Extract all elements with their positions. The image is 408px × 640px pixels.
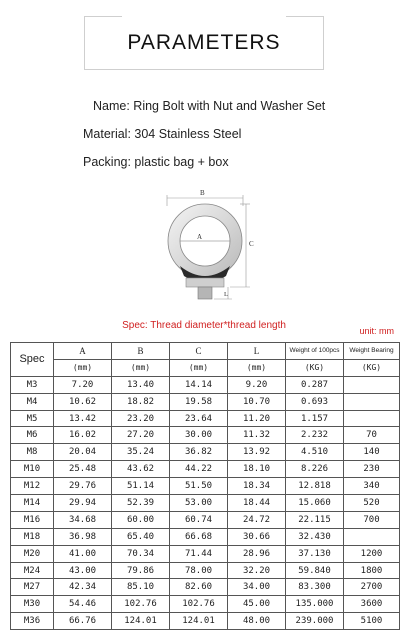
table-row xyxy=(11,427,400,444)
table-row xyxy=(11,393,400,410)
cell-weight: 1.157 xyxy=(286,410,344,427)
cell-b: 27.20 xyxy=(112,427,170,444)
cell-b: 51.14 xyxy=(112,478,170,495)
header-l: L xyxy=(228,343,286,360)
header-bearing: Weight Bearing xyxy=(344,343,400,360)
cell-a: 54.46 xyxy=(54,596,112,613)
threaded-stud xyxy=(198,287,212,299)
cell-spec: M14 xyxy=(11,495,54,512)
cell-l: 34.00 xyxy=(228,579,286,596)
cell-a: 20.04 xyxy=(54,444,112,461)
header-weight100: Weight of 100pcs xyxy=(286,343,344,360)
cell-c: 71.44 xyxy=(170,545,228,562)
product-packing: Packing: plastic bag + box xyxy=(83,155,229,169)
cell-c: 14.14 xyxy=(170,376,228,393)
cell-l: 10.70 xyxy=(228,393,286,410)
cell-b: 23.20 xyxy=(112,410,170,427)
product-name: Name: Ring Bolt with Nut and Washer Set xyxy=(93,99,326,113)
product-material: Material: 304 Stainless Steel xyxy=(83,127,242,141)
cell-spec: M36 xyxy=(11,613,54,630)
base-nut xyxy=(186,278,224,287)
cell-bearing: 520 xyxy=(344,495,400,512)
cell-c: 124.01 xyxy=(170,613,228,630)
cell-b: 60.00 xyxy=(112,511,170,528)
label-b: B xyxy=(200,189,205,197)
cell-a: 29.76 xyxy=(54,478,112,495)
cell-bearing: 70 xyxy=(344,427,400,444)
cell-c: 36.82 xyxy=(170,444,228,461)
cell-c: 51.50 xyxy=(170,478,228,495)
cell-bearing xyxy=(344,376,400,393)
cell-a: 36.98 xyxy=(54,528,112,545)
cell-spec: M27 xyxy=(11,579,54,596)
cell-c: 23.64 xyxy=(170,410,228,427)
cell-c: 82.60 xyxy=(170,579,228,596)
cell-l: 28.96 xyxy=(228,545,286,562)
header-c: C xyxy=(170,343,228,360)
cell-c: 78.00 xyxy=(170,562,228,579)
cell-a: 43.00 xyxy=(54,562,112,579)
cell-spec: M30 xyxy=(11,596,54,613)
cell-c: 66.68 xyxy=(170,528,228,545)
cell-spec: M20 xyxy=(11,545,54,562)
cell-a: 25.48 xyxy=(54,461,112,478)
cell-l: 45.00 xyxy=(228,596,286,613)
unit-weight100: (KG) xyxy=(286,359,344,376)
cell-weight: 32.430 xyxy=(286,528,344,545)
cell-spec: M6 xyxy=(11,427,54,444)
cell-a: 42.34 xyxy=(54,579,112,596)
cell-weight: 37.130 xyxy=(286,545,344,562)
cell-l: 32.20 xyxy=(228,562,286,579)
title-frame xyxy=(84,16,324,70)
cell-b: 35.24 xyxy=(112,444,170,461)
cell-bearing: 230 xyxy=(344,461,400,478)
cell-weight: 22.115 xyxy=(286,511,344,528)
cell-b: 52.39 xyxy=(112,495,170,512)
cell-weight: 0.693 xyxy=(286,393,344,410)
cell-a: 34.68 xyxy=(54,511,112,528)
parameters-table xyxy=(10,342,400,630)
cell-l: 11.32 xyxy=(228,427,286,444)
table-row xyxy=(11,596,400,613)
header-row xyxy=(11,343,400,360)
unit-bearing: (KG) xyxy=(344,359,400,376)
cell-l: 18.44 xyxy=(228,495,286,512)
cell-spec: M5 xyxy=(11,410,54,427)
cell-l: 18.10 xyxy=(228,461,286,478)
cell-b: 70.34 xyxy=(112,545,170,562)
cell-l: 48.00 xyxy=(228,613,286,630)
table-row xyxy=(11,545,400,562)
cell-spec: M16 xyxy=(11,511,54,528)
cell-b: 13.40 xyxy=(112,376,170,393)
header-spec: Spec xyxy=(11,343,54,377)
cell-a: 7.20 xyxy=(54,376,112,393)
cell-spec: M18 xyxy=(11,528,54,545)
cell-weight: 2.232 xyxy=(286,427,344,444)
table-row xyxy=(11,461,400,478)
cell-c: 53.00 xyxy=(170,495,228,512)
cell-l: 11.20 xyxy=(228,410,286,427)
cell-bearing: 5100 xyxy=(344,613,400,630)
unit-b: (mm) xyxy=(112,359,170,376)
table-row xyxy=(11,528,400,545)
cell-l: 18.34 xyxy=(228,478,286,495)
cell-l: 13.92 xyxy=(228,444,286,461)
cell-spec: M3 xyxy=(11,376,54,393)
cell-b: 124.01 xyxy=(112,613,170,630)
unit-label: unit: mm xyxy=(359,326,394,336)
unit-c: (mm) xyxy=(170,359,228,376)
cell-weight: 59.840 xyxy=(286,562,344,579)
cell-c: 44.22 xyxy=(170,461,228,478)
cell-a: 10.62 xyxy=(54,393,112,410)
cell-weight: 239.000 xyxy=(286,613,344,630)
cell-a: 16.02 xyxy=(54,427,112,444)
label-l: L xyxy=(224,291,228,298)
table-row xyxy=(11,613,400,630)
cell-spec: M24 xyxy=(11,562,54,579)
table-row xyxy=(11,562,400,579)
label-a: A xyxy=(197,233,203,241)
cell-a: 66.76 xyxy=(54,613,112,630)
cell-bearing: 1200 xyxy=(344,545,400,562)
cell-c: 30.00 xyxy=(170,427,228,444)
ring-bolt-diagram xyxy=(150,186,260,304)
unit-row xyxy=(11,359,400,376)
cell-b: 18.82 xyxy=(112,393,170,410)
cell-b: 102.76 xyxy=(112,596,170,613)
cell-bearing: 140 xyxy=(344,444,400,461)
cell-weight: 15.060 xyxy=(286,495,344,512)
cell-l: 30.66 xyxy=(228,528,286,545)
cell-b: 79.86 xyxy=(112,562,170,579)
cell-bearing: 3600 xyxy=(344,596,400,613)
cell-spec: M8 xyxy=(11,444,54,461)
header-b: B xyxy=(112,343,170,360)
table-row xyxy=(11,579,400,596)
unit-a: (mm) xyxy=(54,359,112,376)
cell-weight: 12.818 xyxy=(286,478,344,495)
spec-caption: Spec: Thread diameter*thread length xyxy=(122,320,286,331)
page-title: PARAMETERS xyxy=(127,31,281,54)
table-row xyxy=(11,495,400,512)
table-row xyxy=(11,444,400,461)
cell-bearing: 2700 xyxy=(344,579,400,596)
cell-weight: 135.000 xyxy=(286,596,344,613)
cell-b: 85.10 xyxy=(112,579,170,596)
table-row xyxy=(11,376,400,393)
cell-c: 102.76 xyxy=(170,596,228,613)
cell-l: 9.20 xyxy=(228,376,286,393)
cell-a: 13.42 xyxy=(54,410,112,427)
table-row xyxy=(11,511,400,528)
cell-b: 43.62 xyxy=(112,461,170,478)
label-c: C xyxy=(249,240,254,248)
table-row xyxy=(11,410,400,427)
cell-weight: 83.300 xyxy=(286,579,344,596)
cell-bearing: 1800 xyxy=(344,562,400,579)
cell-weight: 8.226 xyxy=(286,461,344,478)
cell-a: 41.00 xyxy=(54,545,112,562)
unit-l: (mm) xyxy=(228,359,286,376)
cell-b: 65.40 xyxy=(112,528,170,545)
cell-spec: M12 xyxy=(11,478,54,495)
cell-c: 60.74 xyxy=(170,511,228,528)
cell-bearing xyxy=(344,393,400,410)
cell-weight: 4.510 xyxy=(286,444,344,461)
cell-a: 29.94 xyxy=(54,495,112,512)
cell-c: 19.58 xyxy=(170,393,228,410)
cell-weight: 0.287 xyxy=(286,376,344,393)
cell-spec: M10 xyxy=(11,461,54,478)
cell-spec: M4 xyxy=(11,393,54,410)
cell-l: 24.72 xyxy=(228,511,286,528)
cell-bearing: 700 xyxy=(344,511,400,528)
table-row xyxy=(11,478,400,495)
header-a: A xyxy=(54,343,112,360)
cell-bearing xyxy=(344,410,400,427)
cell-bearing: 340 xyxy=(344,478,400,495)
cell-bearing xyxy=(344,528,400,545)
